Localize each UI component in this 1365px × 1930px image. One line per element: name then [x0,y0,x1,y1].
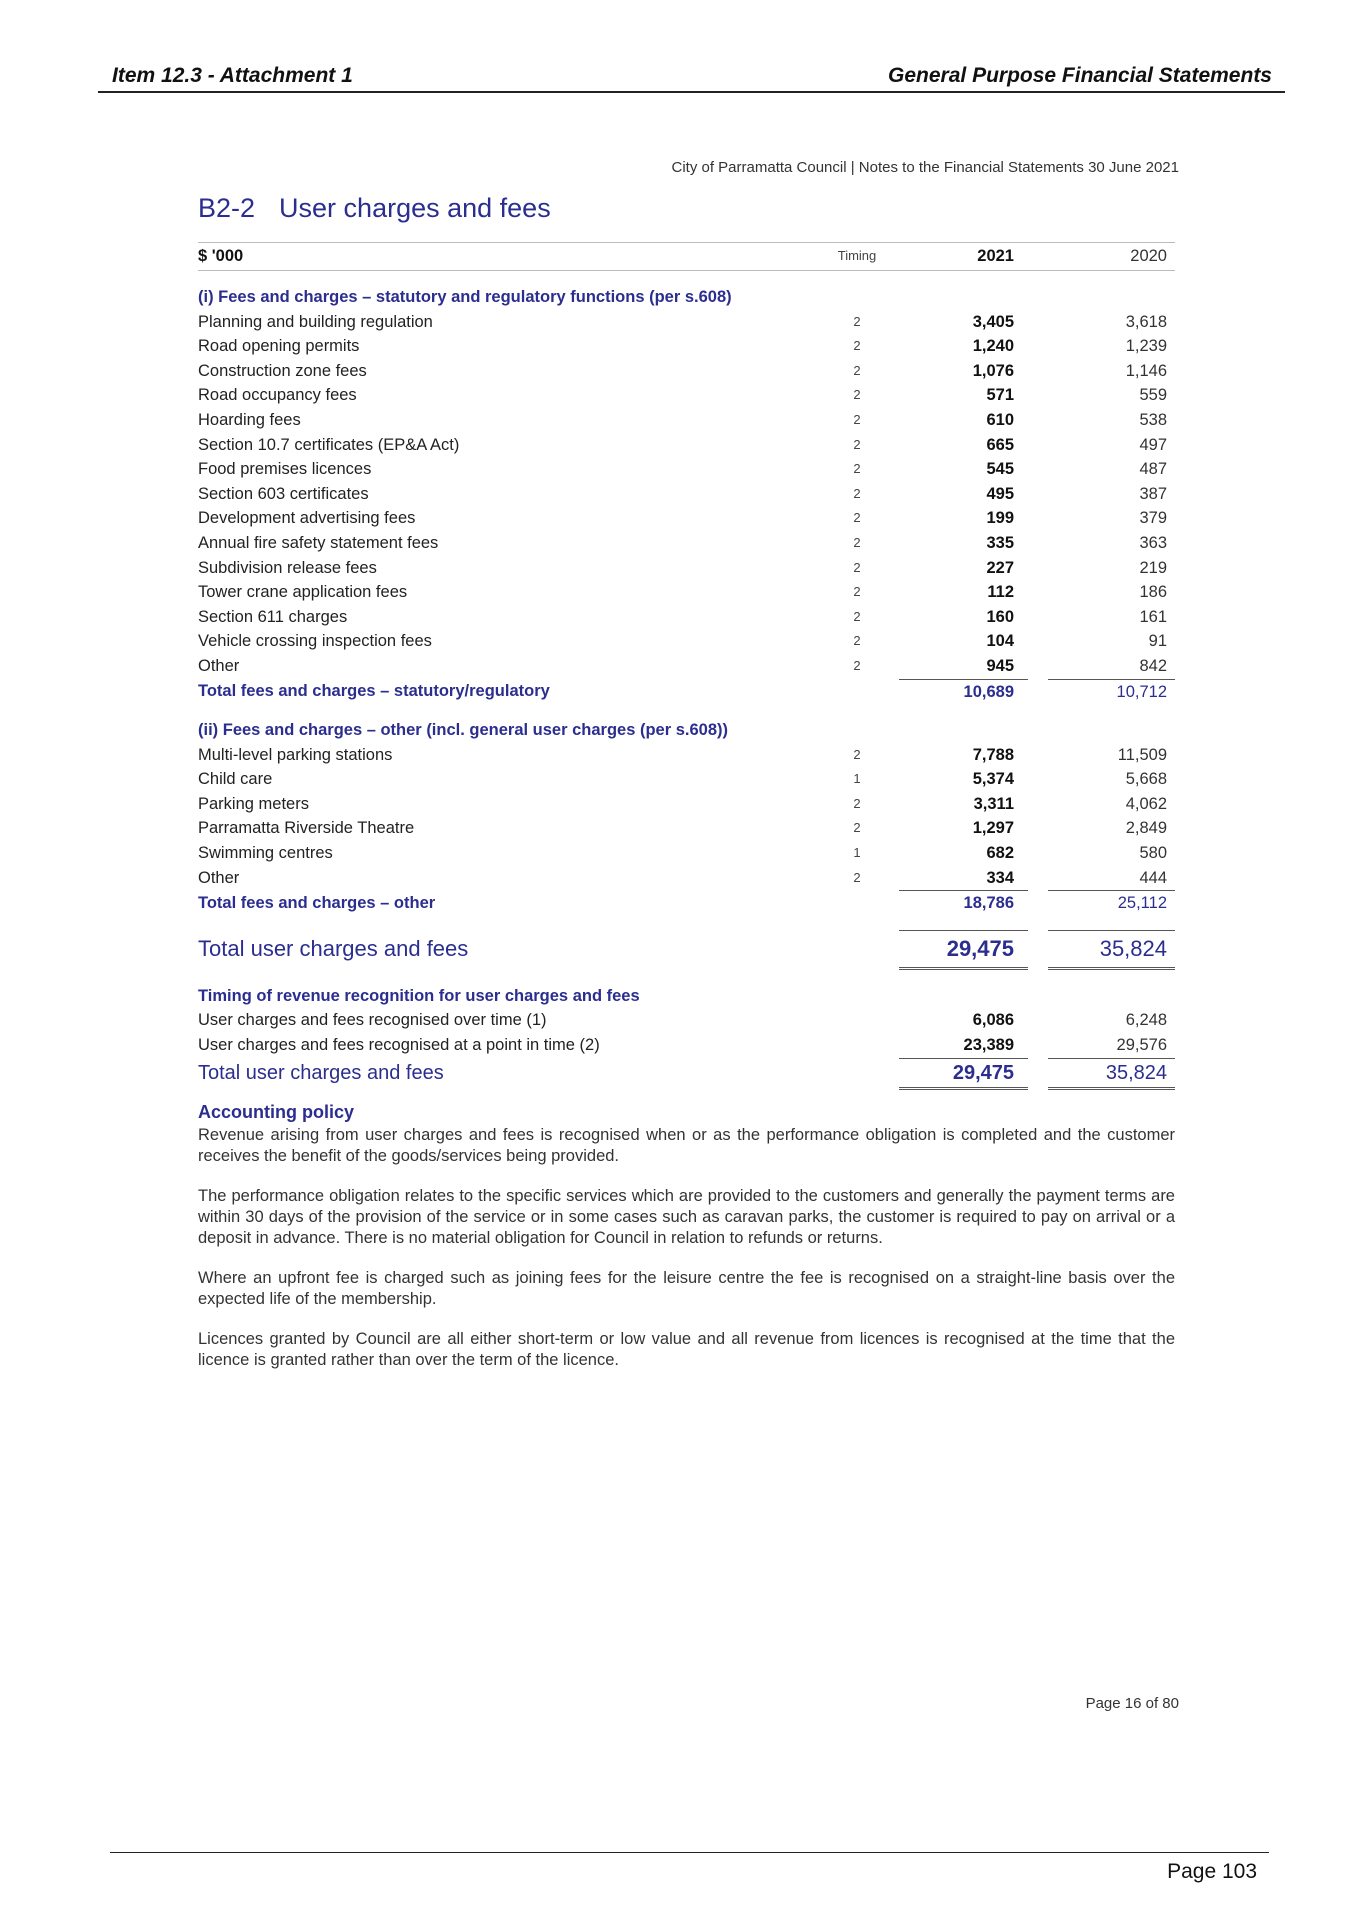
column-header-timing: Timing [815,243,899,271]
row-timing: 1 [853,771,861,787]
footer-page-number: Page 103 [1167,1860,1257,1883]
table-header-row [198,243,1175,271]
row-label: Section 603 certificates [198,484,369,503]
table-row [198,506,1175,531]
row-timing: 2 [853,633,861,649]
total-timing [815,891,899,916]
column-header-2021: 2021 [899,243,1028,271]
row-value-2020: 842 [1139,656,1167,675]
total-value-2021: 18,786 [899,891,1028,916]
column-gap [1028,482,1048,507]
total-value-2021: 10,689 [899,679,1028,704]
note-title: User charges and fees [279,193,551,223]
header-left: Item 12.3 - Attachment 1 [112,64,353,87]
total-value-2020: 10,712 [1048,679,1175,704]
row-value-2020: 186 [1139,583,1167,602]
section-heading-other: (ii) Fees and charges – other (incl. general user charges (per s.608)) [198,721,729,740]
row-value-2021: 665 [986,435,1014,454]
row-value-2020: 2,849 [1125,819,1167,838]
row-value-2020: 5,668 [1125,770,1167,789]
row-value-2021: 545 [986,460,1014,479]
row-value-2021: 160 [986,607,1014,626]
total-value-2020: 35,824 [1048,1058,1175,1088]
row-value-2020: 1,146 [1125,361,1167,380]
subtotal-row-statutory [198,679,1175,704]
row-value-2020: 580 [1139,844,1167,863]
total-label: Total fees and charges – statutory/regulatory [198,682,550,701]
row-value-2021: 334 [986,868,1014,887]
row-value-2020: 29,576 [1116,1036,1167,1055]
row-value-2021: 1,076 [972,361,1014,380]
table-row [198,629,1175,654]
total-label: Total fees and charges – other [198,894,436,912]
grand-total-row [198,930,1175,968]
total-timing [815,930,899,968]
total-label: Total user charges and fees [198,936,469,962]
row-value-2021: 495 [986,484,1014,503]
row-value-2020: 363 [1139,533,1167,552]
accounting-policy [198,1102,1175,1390]
column-gap [1028,605,1048,630]
row-timing: 2 [853,559,861,575]
table-row [198,334,1175,359]
row-value-2020: 6,248 [1125,1011,1167,1030]
row-label: Food premises licences [198,460,372,479]
row-value-2021: 571 [986,386,1014,405]
financial-table-body [198,243,1175,1089]
subtotal-row-other [198,891,1175,916]
row-timing: 2 [853,338,861,354]
table-row [198,1008,1175,1033]
row-value-2020: 4,062 [1125,794,1167,813]
column-gap [1028,334,1048,359]
financial-table [198,242,1175,1090]
spacer-row [198,916,1175,931]
column-gap [1028,457,1048,482]
footer-divider [110,1852,1269,1853]
header-right: General Purpose Financial Statements [888,64,1272,87]
table-row [198,531,1175,556]
row-label: Multi-level parking stations [198,745,393,764]
section-heading-timing: Timing of revenue recognition for user charges and fees [198,986,640,1005]
running-header: City of Parramatta Council | Notes to the Financial Statements 30 June 2021 [671,159,1179,176]
note-number: B2-2 [198,193,256,223]
policy-heading: Accounting policy [198,1102,355,1122]
page-title [198,193,551,224]
row-value-2020: 379 [1139,509,1167,528]
row-label: Hoarding fees [198,410,301,429]
row-value-2020: 559 [1139,386,1167,405]
row-label: Parramatta Riverside Theatre [198,819,415,838]
table-row [198,792,1175,817]
row-timing [815,1033,899,1058]
table-row [198,767,1175,792]
row-timing: 2 [853,869,861,885]
column-gap [1028,866,1048,891]
column-gap [1028,930,1048,968]
column-gap [1028,1058,1048,1088]
row-label: Annual fire safety statement fees [198,533,439,552]
row-value-2020: 11,509 [1117,745,1167,764]
column-gap [1028,767,1048,792]
table-row [198,556,1175,581]
row-timing: 2 [853,387,861,403]
column-gap [1028,891,1048,916]
row-value-2021: 1,297 [972,819,1014,838]
spacer-row [198,704,1175,718]
row-value-2021: 227 [986,558,1014,577]
row-label: Tower crane application fees [198,583,408,602]
table-row [198,310,1175,335]
section-heading-row [198,285,1175,310]
row-value-2020: 219 [1139,558,1167,577]
row-label: Road opening permits [198,337,360,356]
column-gap [1028,792,1048,817]
row-label: Construction zone fees [198,361,367,380]
table-row [198,1033,1175,1058]
row-timing: 2 [853,461,861,477]
row-label: Development advertising fees [198,509,416,528]
section-heading-row [198,984,1175,1009]
column-gap [1028,408,1048,433]
column-gap [1028,359,1048,384]
row-timing: 2 [853,820,861,836]
table-row [198,482,1175,507]
table-row [198,433,1175,458]
total-value-2021: 29,475 [899,930,1028,968]
table-row [198,605,1175,630]
table-row [198,580,1175,605]
row-value-2021: 682 [986,844,1014,863]
row-value-2021: 23,389 [963,1036,1014,1055]
row-value-2020: 3,618 [1125,312,1167,331]
table-row [198,866,1175,891]
row-timing: 2 [853,608,861,624]
row-label: Parking meters [198,794,309,813]
spacer-row [198,968,1175,984]
row-label: Section 611 charges [198,607,348,626]
column-gap [1028,310,1048,335]
table-row [198,816,1175,841]
spacer-row [198,271,1175,286]
row-label: Subdivision release fees [198,558,377,577]
column-header-units: $ '000 [198,243,815,271]
row-label: Other [198,868,240,887]
row-value-2020: 538 [1139,410,1167,429]
total-timing [815,1058,899,1088]
column-gap [1028,679,1048,704]
row-value-2021: 199 [986,509,1014,528]
table-row [198,457,1175,482]
section-heading-statutory: (i) Fees and charges – statutory and regulatory functions (per s.608) [198,288,732,306]
column-gap [1028,433,1048,458]
row-value-2021: 104 [986,632,1014,651]
policy-paragraph: Revenue arising from user charges and fees is recognised when or as the performance obligation is completed and the customer receives the benefit of the goods/services being provided. [198,1126,1175,1165]
row-timing: 2 [853,313,861,329]
table-row [198,841,1175,866]
row-value-2021: 3,311 [973,794,1014,813]
row-timing [815,1008,899,1033]
column-gap [1028,580,1048,605]
row-timing: 1 [853,845,861,861]
row-label: Section 10.7 certificates (EP&A Act) [198,435,460,454]
policy-paragraph: Where an upfront fee is charged such as joining fees for the leisure centre the fee is recognised on a straight-line basis over the expected life of the membership. [198,1269,1175,1308]
row-value-2021: 1,240 [972,337,1014,356]
column-gap [1028,816,1048,841]
row-value-2020: 387 [1139,484,1167,503]
row-value-2021: 7,788 [972,745,1014,764]
row-value-2020: 91 [1148,632,1167,651]
table-row [198,383,1175,408]
row-value-2020: 1,239 [1125,337,1167,356]
table-row [198,408,1175,433]
page-of-count: Page 16 of 80 [1085,1695,1179,1712]
row-label: Child care [198,770,273,789]
row-label: Vehicle crossing inspection fees [198,632,432,651]
row-timing: 2 [853,534,861,550]
row-value-2021: 112 [987,583,1014,602]
row-timing: 2 [853,411,861,427]
row-value-2020: 487 [1139,460,1167,479]
total-label: Total user charges and fees [198,1062,444,1085]
column-gap [1028,629,1048,654]
column-gap [1028,531,1048,556]
table-row [198,359,1175,384]
total-timing [815,679,899,704]
row-value-2021: 3,405 [972,312,1014,331]
row-label: Swimming centres [198,844,333,863]
row-timing: 2 [853,795,861,811]
column-gap [1028,556,1048,581]
total-value-2020: 25,112 [1048,891,1175,916]
row-label: Road occupancy fees [198,386,357,405]
column-gap [1028,506,1048,531]
row-timing: 2 [853,658,861,674]
policy-paragraph: Licences granted by Council are all either short-term or low value and all revenue from licences is recognised at the time that the licence is granted rather than over the term of the licence. [198,1330,1175,1369]
column-gap [1028,1033,1048,1058]
column-gap [1028,383,1048,408]
row-value-2021: 610 [986,410,1014,429]
header-divider [98,91,1285,93]
column-gap [1028,841,1048,866]
row-timing: 2 [853,746,861,762]
column-gap [1028,743,1048,768]
row-value-2021: 5,374 [972,770,1014,789]
row-value-2020: 497 [1139,435,1167,454]
row-label: User charges and fees recognised at a point in time (2) [198,1036,600,1055]
policy-paragraph: The performance obligation relates to the specific services which are provided to the customers and generally the payment terms are within 30 days of the provision of the service or in some cases such as caravan parks, the customer is required to pay on arrival or a deposit in advance. There is no material obligation for Council in relation to refunds or returns. [198,1187,1175,1247]
row-timing: 2 [853,485,861,501]
row-label: Planning and building regulation [198,312,433,331]
column-header-2020: 2020 [1048,243,1175,271]
row-value-2021: 335 [986,533,1014,552]
row-label: User charges and fees recognised over time (1) [198,1011,547,1030]
row-value-2020: 161 [1139,607,1167,626]
section-heading-row [198,718,1175,743]
total-value-2021: 29,475 [899,1058,1028,1088]
table-row [198,743,1175,768]
row-value-2021: 6,086 [972,1011,1014,1030]
row-value-2021: 945 [986,656,1014,675]
column-gap [1028,654,1048,679]
column-gap [1028,1008,1048,1033]
row-timing: 2 [853,584,861,600]
row-timing: 2 [853,510,861,526]
row-label: Other [198,657,240,676]
timing-total-row [198,1058,1175,1088]
total-value-2020: 35,824 [1048,930,1175,968]
table-row [198,654,1175,679]
row-value-2020: 444 [1139,868,1167,887]
row-timing: 2 [853,362,861,378]
row-timing: 2 [853,436,861,452]
